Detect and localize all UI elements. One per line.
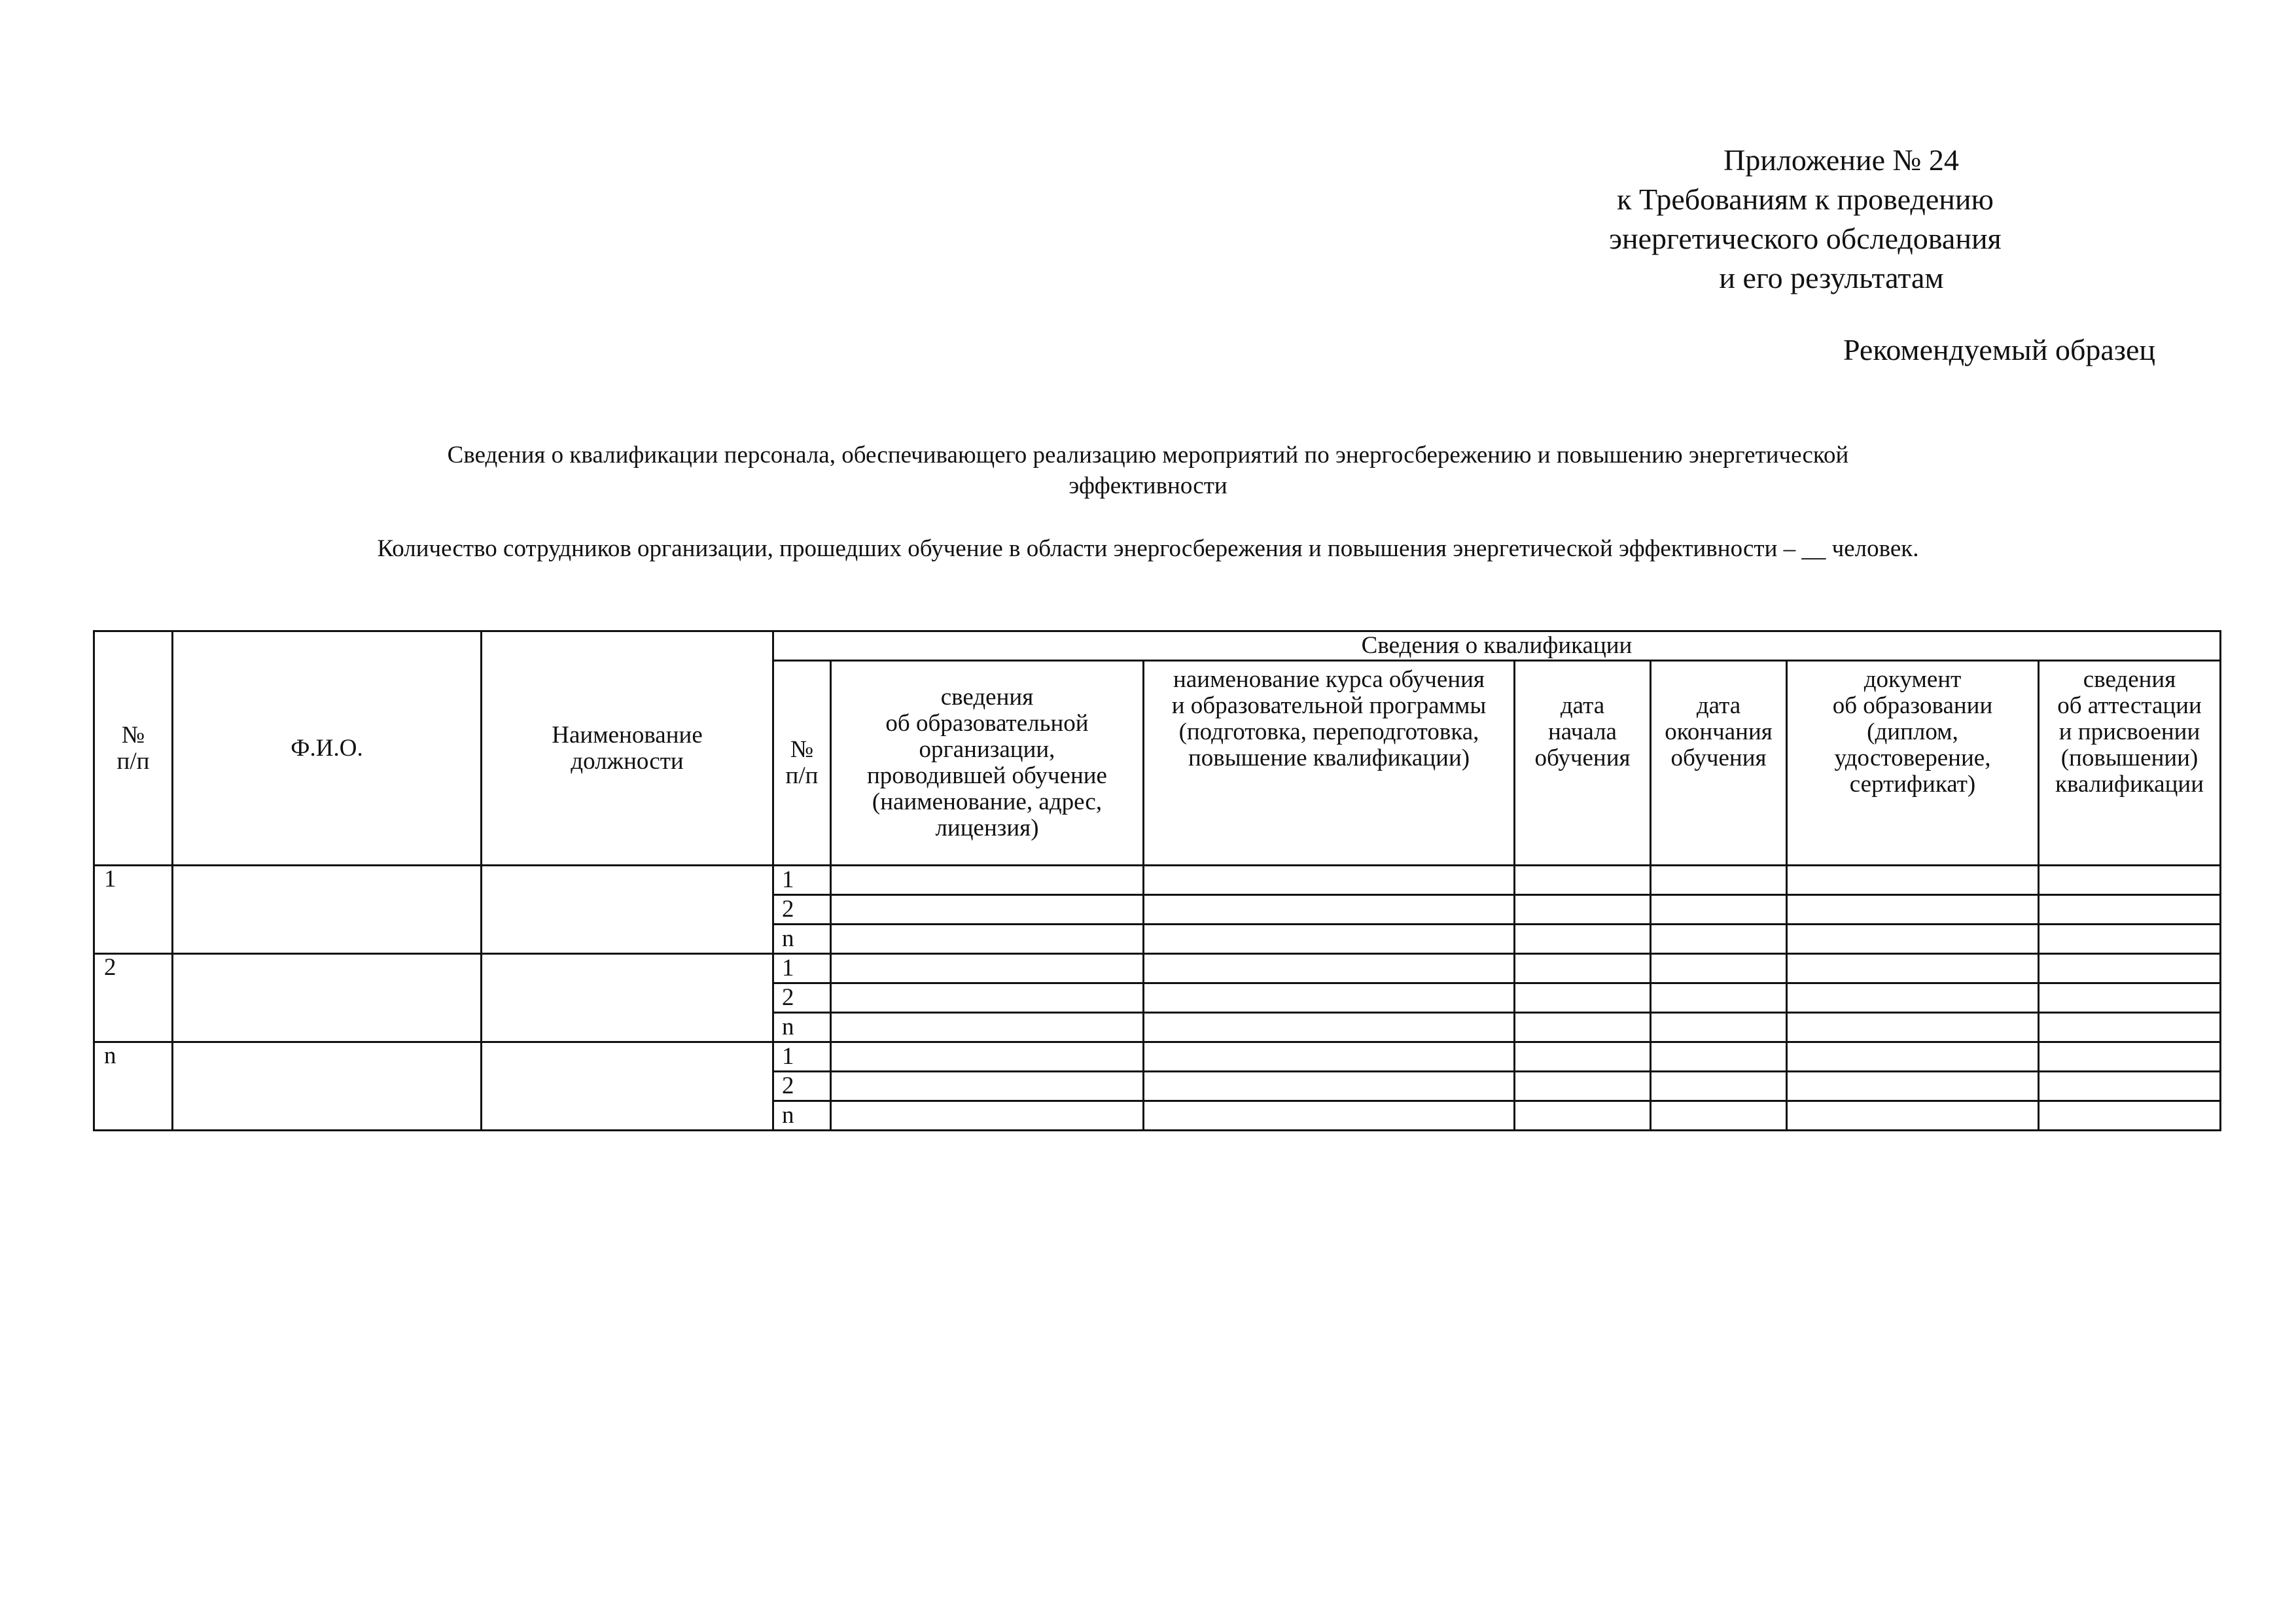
row-number: 2 <box>94 954 173 1042</box>
course-cell[interactable] <box>1144 1042 1515 1072</box>
end-date-cell[interactable] <box>1651 954 1787 983</box>
organization-cell[interactable] <box>831 954 1144 983</box>
sub-number: 1 <box>773 954 831 983</box>
course-cell[interactable] <box>1144 983 1515 1013</box>
end-date-cell[interactable] <box>1651 1042 1787 1072</box>
sample-label: Рекомендуемый образец <box>1843 333 2155 366</box>
sub-number: 2 <box>773 983 831 1013</box>
sub-number: 2 <box>773 895 831 925</box>
title-line: Сведения о квалификации персонала, обеспечивающего реализацию мероприятий по энергосбережению и повышению энергетической <box>447 442 1849 468</box>
organization-cell[interactable] <box>831 925 1144 954</box>
document-cell[interactable] <box>1787 925 2039 954</box>
start-date-cell[interactable] <box>1515 866 1651 895</box>
attestation-cell[interactable] <box>2039 1101 2221 1131</box>
appendix-line: и его результатам <box>1719 261 1944 294</box>
start-date-cell[interactable] <box>1515 1072 1651 1101</box>
course-cell[interactable] <box>1144 895 1515 925</box>
sub-number: 1 <box>773 866 831 895</box>
position-cell[interactable] <box>482 1042 773 1131</box>
table-row <box>94 1042 2221 1072</box>
document-cell[interactable] <box>1787 1042 2039 1072</box>
start-date-cell[interactable] <box>1515 1013 1651 1042</box>
header-qualification-group: Сведения о квалификации <box>773 631 2221 661</box>
end-date-cell[interactable] <box>1651 895 1787 925</box>
document-cell[interactable] <box>1787 954 2039 983</box>
document-cell[interactable] <box>1787 983 2039 1013</box>
start-date-cell[interactable] <box>1515 925 1651 954</box>
end-date-cell[interactable] <box>1651 925 1787 954</box>
attestation-cell[interactable] <box>2039 866 2221 895</box>
organization-cell[interactable] <box>831 895 1144 925</box>
position-cell[interactable] <box>482 866 773 954</box>
position-cell[interactable] <box>482 954 773 1042</box>
start-date-cell[interactable] <box>1515 1101 1651 1131</box>
appendix-line: Приложение № 24 <box>1723 143 1959 177</box>
end-date-cell[interactable] <box>1651 983 1787 1013</box>
organization-cell[interactable] <box>831 1072 1144 1101</box>
sub-number: 2 <box>773 1072 831 1101</box>
table-row <box>94 866 2221 895</box>
appendix-line: энергетического обследования <box>1609 222 2002 255</box>
organization-cell[interactable] <box>831 983 1144 1013</box>
header-end-date: дата окончания обучения <box>1651 661 1787 866</box>
row-number: n <box>94 1042 173 1131</box>
title-line: эффективности <box>1069 472 1227 499</box>
row-number: 1 <box>94 866 173 954</box>
attestation-cell[interactable] <box>2039 954 2221 983</box>
sub-number: n <box>773 925 831 954</box>
end-date-cell[interactable] <box>1651 866 1787 895</box>
header-start-date: дата начала обучения <box>1515 661 1651 866</box>
start-date-cell[interactable] <box>1515 895 1651 925</box>
attestation-cell[interactable] <box>2039 1013 2221 1042</box>
document-cell[interactable] <box>1787 1072 2039 1101</box>
document-title <box>0 440 2296 501</box>
start-date-cell[interactable] <box>1515 954 1651 983</box>
document-cell[interactable] <box>1787 866 2039 895</box>
sub-number: n <box>773 1101 831 1131</box>
attestation-cell[interactable] <box>2039 983 2221 1013</box>
course-cell[interactable] <box>1144 954 1515 983</box>
course-cell[interactable] <box>1144 1101 1515 1131</box>
attestation-cell[interactable] <box>2039 925 2221 954</box>
header-organization: сведения об образовательной организации, проводившей обучение (наименование, адрес, лицензия) <box>831 661 1144 866</box>
attestation-cell[interactable] <box>2039 895 2221 925</box>
course-cell[interactable] <box>1144 1013 1515 1042</box>
end-date-cell[interactable] <box>1651 1101 1787 1131</box>
fio-cell[interactable] <box>173 1042 482 1131</box>
sub-number: n <box>773 1013 831 1042</box>
course-cell[interactable] <box>1144 1072 1515 1101</box>
organization-cell[interactable] <box>831 1013 1144 1042</box>
course-cell[interactable] <box>1144 925 1515 954</box>
end-date-cell[interactable] <box>1651 1072 1787 1101</box>
organization-cell[interactable] <box>831 866 1144 895</box>
document-cell[interactable] <box>1787 895 2039 925</box>
organization-cell[interactable] <box>831 1042 1144 1072</box>
table-row <box>94 954 2221 983</box>
sub-number: 1 <box>773 1042 831 1072</box>
course-cell[interactable] <box>1144 866 1515 895</box>
end-date-cell[interactable] <box>1651 1013 1787 1042</box>
header-course: наименование курса обучения и образовательной программы (подготовка, переподготовка, повышение квалификации) <box>1144 661 1515 866</box>
header-fio: Ф.И.О. <box>173 631 482 866</box>
start-date-cell[interactable] <box>1515 983 1651 1013</box>
header-position: Наименование должности <box>482 631 773 866</box>
qualification-table <box>93 630 2221 1131</box>
organization-cell[interactable] <box>831 1101 1144 1131</box>
employee-count-line: Количество сотрудников организации, прошедших обучение в области энергосбережения и повышения энергетической эффективности – __ человек. <box>377 535 1919 562</box>
attestation-cell[interactable] <box>2039 1042 2221 1072</box>
appendix-header <box>1413 141 2198 298</box>
fio-cell[interactable] <box>173 954 482 1042</box>
attestation-cell[interactable] <box>2039 1072 2221 1101</box>
header-number: № п/п <box>94 631 173 866</box>
header-sub-number: № п/п <box>773 661 831 866</box>
appendix-line: к Требованиям к проведению <box>1617 183 1994 216</box>
document-cell[interactable] <box>1787 1101 2039 1131</box>
header-attestation: сведения об аттестации и присвоении (повышении) квалификации <box>2039 661 2221 866</box>
start-date-cell[interactable] <box>1515 1042 1651 1072</box>
document-cell[interactable] <box>1787 1013 2039 1042</box>
fio-cell[interactable] <box>173 866 482 954</box>
header-education-document: документ об образовании (диплом, удостоверение, сертификат) <box>1787 661 2039 866</box>
